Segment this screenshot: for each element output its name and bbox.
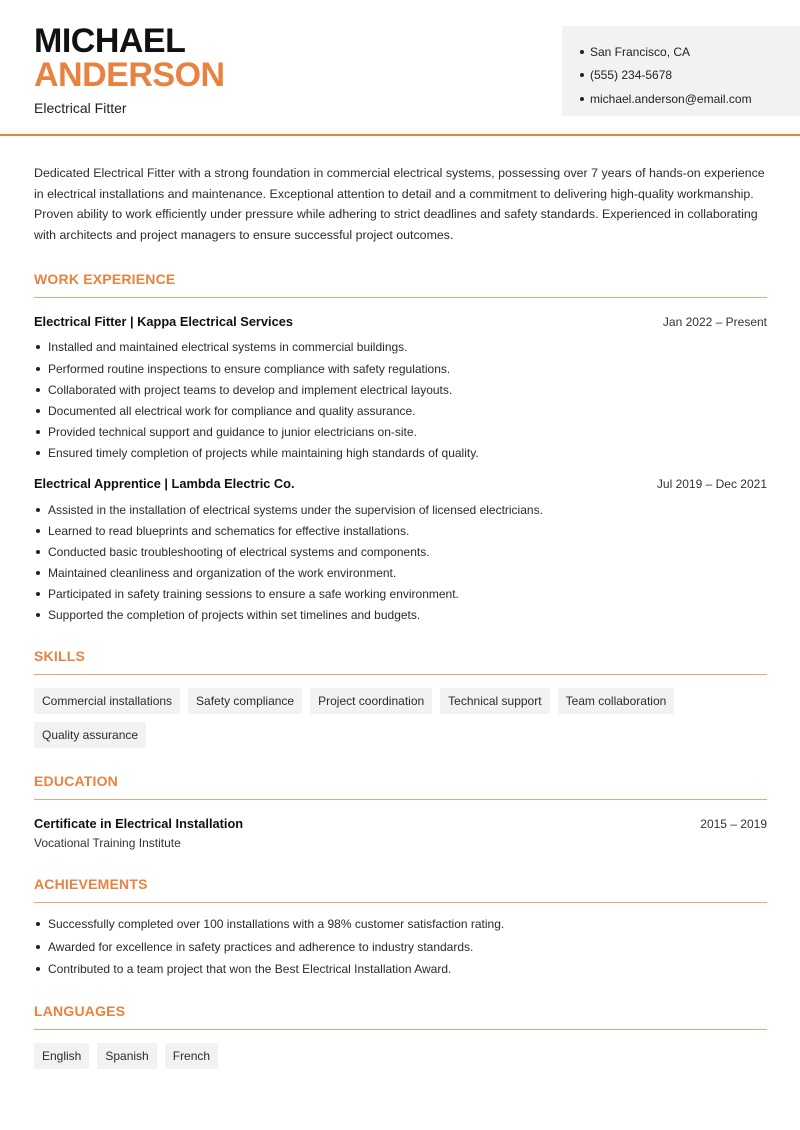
section-title-education: EDUCATION	[34, 773, 767, 800]
job-bullets	[34, 499, 767, 626]
bullet-icon	[36, 550, 40, 554]
resume-header	[0, 0, 800, 136]
skill-tag: Commercial installations	[34, 688, 180, 714]
section-title-achievements: ACHIEVEMENTS	[34, 876, 767, 903]
list-item: Conducted basic troubleshooting of electrical systems and components.	[34, 541, 767, 562]
contact-box	[562, 26, 800, 116]
list-item: Learned to read blueprints and schematics for effective installations.	[34, 520, 767, 541]
skill-tag: Safety compliance	[188, 688, 302, 714]
bullet-icon	[36, 409, 40, 413]
skills-section	[34, 648, 767, 748]
bullet-icon	[36, 367, 40, 371]
job-header	[34, 314, 767, 329]
language-tag: Spanish	[97, 1043, 156, 1069]
languages-section	[34, 1003, 767, 1069]
skill-tags	[34, 688, 767, 748]
list-item: Successfully completed over 100 installations with a 98% customer satisfaction rating.	[34, 913, 767, 936]
list-item: Installed and maintained electrical systems in commercial buildings.	[34, 337, 767, 358]
bullet-icon	[36, 613, 40, 617]
bullet-icon	[36, 508, 40, 512]
bullet-icon	[580, 97, 584, 101]
list-item: Participated in safety training sessions to ensure a safe working environment.	[34, 584, 767, 605]
list-item: Maintained cleanliness and organization of the work environment.	[34, 563, 767, 584]
school-name: Vocational Training Institute	[34, 836, 181, 851]
list-item: Contributed to a team project that won the Best Electrical Installation Award.	[34, 958, 767, 981]
skill-tag: Project coordination	[310, 688, 432, 714]
list-item: Awarded for excellence in safety practices and adherence to industry standards.	[34, 936, 767, 959]
language-tag: English	[34, 1043, 89, 1069]
job-date: Jul 2019 – Dec 2021	[656, 476, 767, 491]
contact-location: San Francisco, CA	[580, 40, 800, 64]
degree-title: Certificate in Electrical Installation	[34, 816, 244, 832]
education-date: 2015 – 2019	[700, 817, 767, 832]
job-bullets	[34, 337, 767, 464]
resume-body	[34, 163, 767, 1069]
candidate-name	[34, 24, 225, 92]
list-item: Collaborated with project teams to develop and implement electrical layouts.	[34, 379, 767, 400]
job-header	[34, 476, 767, 491]
achievements-section	[34, 876, 767, 981]
list-item: Assisted in the installation of electrical systems under the supervision of licensed electricians.	[34, 499, 767, 520]
section-title-work: WORK EXPERIENCE	[34, 271, 767, 298]
summary-text: Dedicated Electrical Fitter with a strong foundation in commercial electrical systems, possessing over 7 years of hands-on experience in electrical installations and maintenance. Exceptional attention to detail and a commitment to delivering high-quality workmanship. Proven ability to work efficiently under pressure while adhering to strict deadlines and safety standards. Experienced in collaborating with architects and project managers to ensure successful project outcomes.	[34, 166, 765, 243]
achievement-bullets	[34, 913, 767, 981]
section-title-skills: SKILLS	[34, 648, 767, 675]
skill-tag: Quality assurance	[34, 722, 146, 748]
skill-tag: Technical support	[440, 688, 549, 714]
bullet-icon	[580, 50, 584, 54]
bullet-icon	[36, 922, 40, 926]
contact-phone[interactable]: (555) 234-5678	[580, 64, 800, 88]
last-name: ANDERSON	[34, 56, 225, 94]
bullet-icon	[36, 592, 40, 596]
contact-email[interactable]: michael.anderson@email.com	[580, 87, 800, 111]
education-header	[34, 816, 767, 831]
job-date: Jan 2022 – Present	[662, 314, 767, 329]
list-item: Supported the completion of projects within set timelines and budgets.	[34, 605, 767, 626]
bullet-icon	[36, 451, 40, 455]
language-tag: French	[165, 1043, 218, 1069]
bullet-icon	[580, 73, 584, 77]
bullet-icon	[36, 967, 40, 971]
job-title: Electrical Fitter | Kappa Electrical Services	[34, 313, 293, 329]
education-section	[34, 773, 767, 850]
list-item: Provided technical support and guidance to junior electricians on-site.	[34, 422, 767, 443]
job-title: Electrical Apprentice | Lambda Electric Co.	[34, 475, 295, 491]
bullet-icon	[36, 571, 40, 575]
skill-tag: Team collaboration	[558, 688, 675, 714]
first-name: MICHAEL	[34, 22, 186, 60]
job-role: Electrical Fitter	[34, 100, 127, 116]
bullet-icon	[36, 529, 40, 533]
bullet-icon	[36, 388, 40, 392]
language-tags	[34, 1043, 767, 1069]
bullet-icon	[36, 430, 40, 434]
list-item: Ensured timely completion of projects while maintaining high standards of quality.	[34, 443, 767, 464]
list-item: Performed routine inspections to ensure compliance with safety regulations.	[34, 358, 767, 379]
work-experience-section	[34, 271, 767, 626]
list-item: Documented all electrical work for compliance and quality assurance.	[34, 400, 767, 421]
section-title-languages: LANGUAGES	[34, 1003, 767, 1030]
bullet-icon	[36, 345, 40, 349]
bullet-icon	[36, 945, 40, 949]
